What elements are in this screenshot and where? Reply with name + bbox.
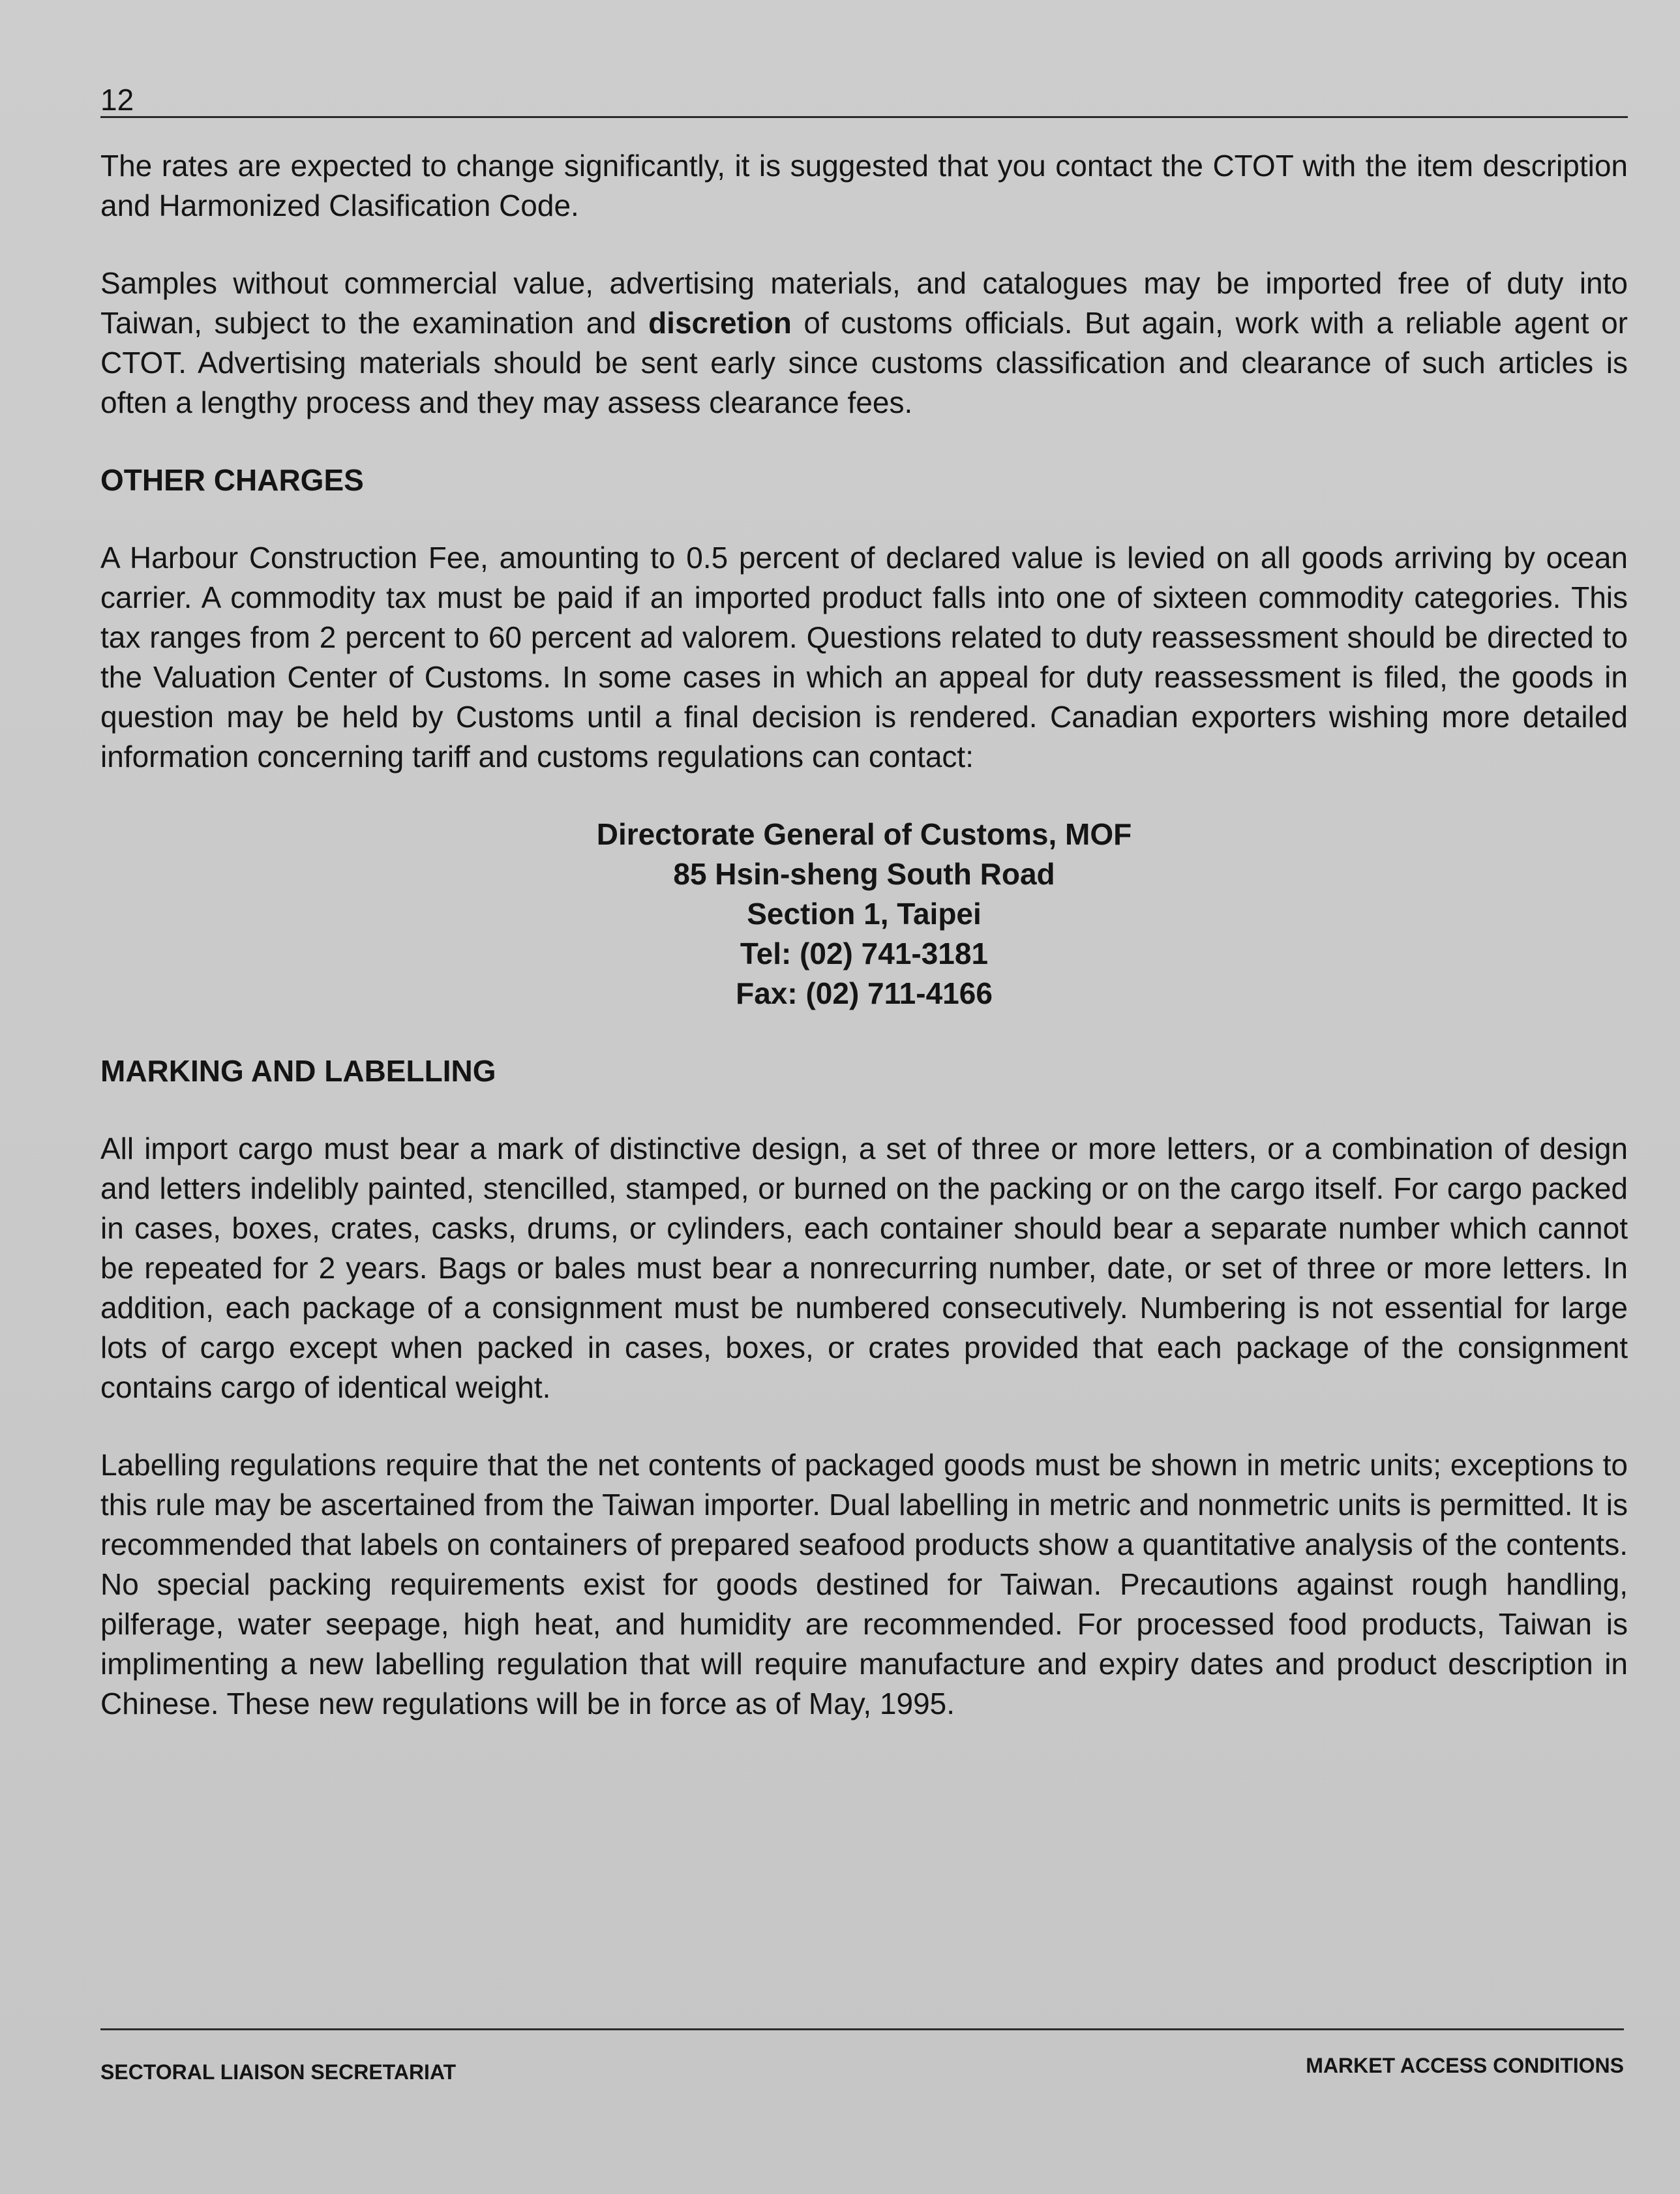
address-telephone: Tel: (02) 741-3181 <box>740 937 989 970</box>
emphasis-discretion: discretion <box>648 306 792 340</box>
paragraph-samples-part2: of customs officials. But again, work with a reliable agent or CTOT. Advertising materials should be sent early since customs classification and clearance of such articles is often a lengthy process and they may assess clearance fees. <box>100 306 1628 419</box>
page-header <box>100 77 1628 118</box>
address-fax: Fax: (02) 711-4166 <box>736 976 993 1010</box>
paragraph-samples-part1: Samples without commercial value, advertising materials, and catalogues may be imported free of duty into Taiwan, subject to the examination and <box>100 266 1628 340</box>
address-city: Section 1, Taipei <box>747 897 982 931</box>
paragraph-harbour-fee: A Harbour Construction Fee, amounting to 0.5 percent of declared value is levied on all goods arriving by ocean carrier. A commodity tax must be paid if an imported product falls into one of sixteen commodity categories. This tax ranges from 2 percent to 60 percent ad valorem. Questions related to duty reassessment should be directed to the Valuation Center of Customs. In some cases in which an appeal for duty reassessment is filed, the goods in question may be held by Customs until a final decision is rendered. Canadian exporters wishing more detailed information concerning tariff and customs regulations can contact: <box>100 541 1628 774</box>
customs-address-block <box>100 815 1628 1014</box>
page-footer <box>100 2028 1624 2082</box>
address-street: 85 Hsin-sheng South Road <box>673 857 1055 891</box>
paragraph-marking: All import cargo must bear a mark of distinctive design, a set of three or more letters, or a combination of design and letters indelibly painted, stencilled, stamped, or burned on the packing or on the cargo itself. For cargo packed in cases, boxes, crates, casks, drums, or cylinders, each container should bear a separate number which cannot be repeated for 2 years. Bags or bales must bear a nonrecurring number, date, or set of three or more letters. In addition, each package of a consignment must be numbered consecutively. Numbering is not essential for large lots of cargo except when packed in cases, boxes, or crates provided that each package of the consignment contains cargo of identical weight. <box>100 1132 1628 1404</box>
paragraph-samples <box>100 263 1628 423</box>
paragraph-labelling: Labelling regulations require that the net contents of packaged goods must be shown in metric units; exceptions to this rule may be ascertained from the Taiwan importer. Dual labelling in metric and nonmetric units is permitted. It is recommended that labels on containers of prepared seafood products show a quantitative analysis of the contents. No special packing requirements exist for goods destined for Taiwan. Precautions against rough handling, pilferage, water seepage, high heat, and humidity are recommended. For processed food products, Taiwan is implimenting a new labelling regulation that will require manufacture and expiry dates and product description in Chinese. These new regulations will be in force as of May, 1995. <box>100 1448 1628 1721</box>
heading-other-charges: OTHER CHARGES <box>100 463 364 497</box>
heading-marking-labelling: MARKING AND LABELLING <box>100 1054 496 1088</box>
page-number: 12 <box>100 83 134 117</box>
footer-right-text: MARKET ACCESS CONDITIONS <box>1306 2054 1624 2077</box>
address-organization: Directorate General of Customs, MOF <box>596 817 1132 851</box>
footer-left-text: SECTORAL LIAISON SECRETARIAT <box>100 2060 457 2084</box>
page-content <box>100 146 1628 1724</box>
paragraph-rates: The rates are expected to change significantly, it is suggested that you contact the CTOT with the item description and Harmonized Clasification Code. <box>100 149 1628 222</box>
